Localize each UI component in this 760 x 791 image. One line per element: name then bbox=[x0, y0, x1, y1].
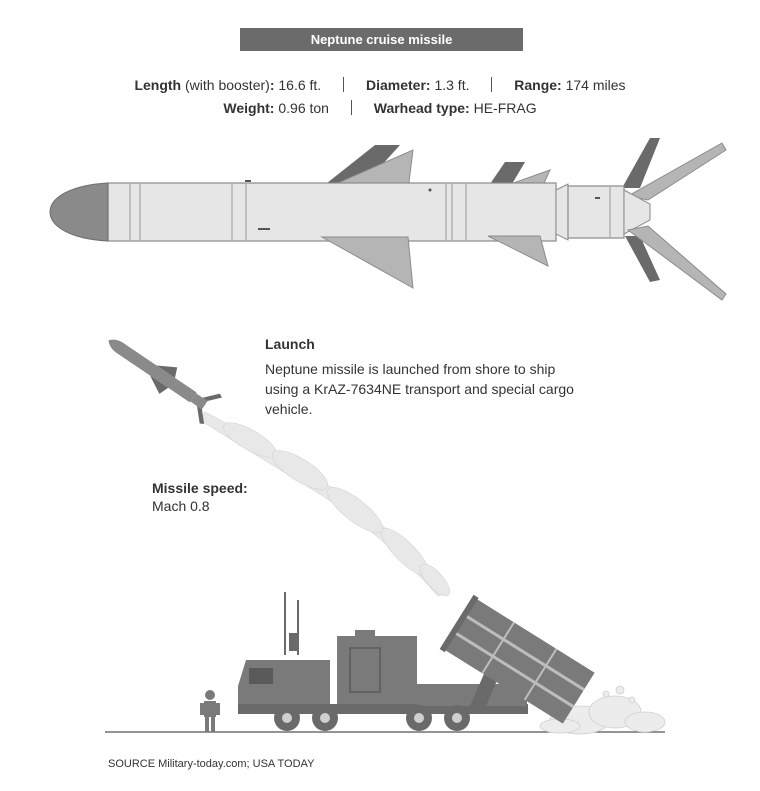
speed-value: Mach 0.8 bbox=[152, 498, 210, 514]
source-credit: SOURCE Military-today.com; USA TODAY bbox=[108, 758, 315, 770]
missile-body bbox=[108, 183, 556, 241]
person-silhouette bbox=[200, 690, 220, 732]
launcher-truck bbox=[238, 592, 596, 731]
missile-fin-lower bbox=[322, 237, 413, 288]
launch-heading: Launch bbox=[265, 336, 315, 352]
booster-body bbox=[568, 186, 624, 238]
speed-heading: Missile speed: bbox=[152, 480, 248, 496]
smoke-trail bbox=[200, 412, 454, 600]
missile-side-view bbox=[50, 138, 726, 300]
length-qualifier: (with booster) bbox=[181, 77, 270, 93]
length-colon: : bbox=[269, 77, 275, 93]
title-banner: Neptune cruise missile bbox=[240, 28, 523, 51]
warhead-value: HE-FRAG bbox=[469, 100, 537, 116]
length-label: Length bbox=[134, 77, 182, 93]
length-value: 16.6 ft. bbox=[274, 77, 322, 93]
booster-neck bbox=[556, 184, 568, 240]
flying-missile bbox=[99, 325, 224, 425]
weight-label: Weight: bbox=[223, 100, 275, 116]
launch-description: Neptune missile is launched from shore to ship using a KrAZ-7634NE transport and special cargo vehicle. bbox=[265, 361, 574, 417]
diameter-value: 1.3 ft. bbox=[430, 77, 470, 93]
warhead-label: Warhead type: bbox=[373, 100, 470, 116]
weight-value: 0.96 ton bbox=[274, 100, 329, 116]
range-value: 174 miles bbox=[561, 77, 626, 93]
range-label: Range: bbox=[514, 77, 562, 93]
missile-rear-fin-lower bbox=[488, 236, 548, 266]
diameter-label: Diameter: bbox=[365, 77, 431, 93]
missile-nose bbox=[50, 183, 108, 241]
booster-fin-upper-dark bbox=[622, 138, 660, 188]
